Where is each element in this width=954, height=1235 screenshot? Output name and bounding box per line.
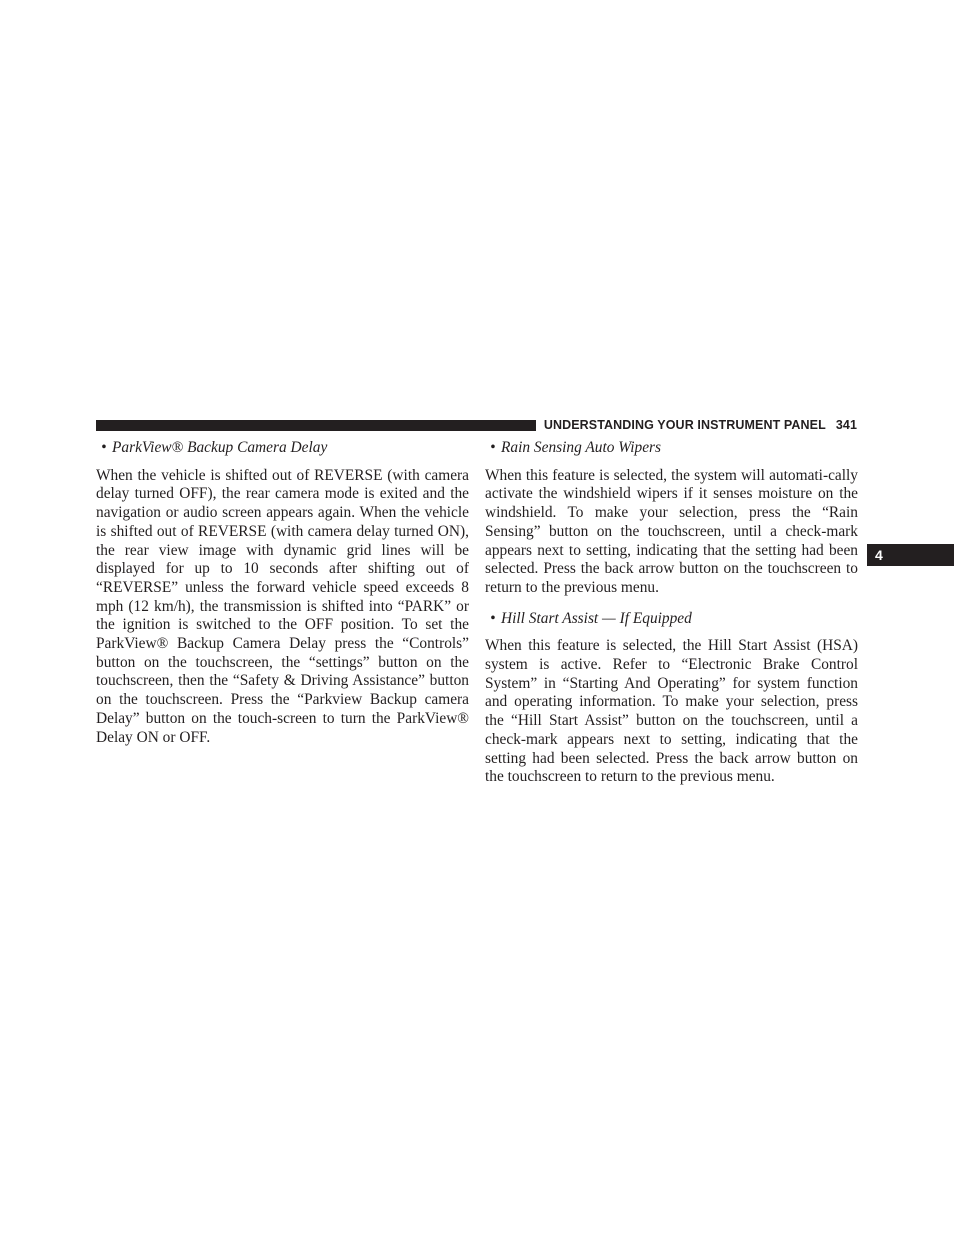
paragraph-parkview-delay: When the vehicle is shifted out of REVERSE (with camera delay turned OFF), the rear camera mode is exited and the navigation or audio screen appears again. When the vehicle is shifted out of REVERSE (with camera delay turned ON), the rear view image with dynamic grid lines will be displayed for up to 10 seconds after shifting out of “REVERSE” unless the forward vehicle speed exceeds 8 mph (12 km/h), the transmission is shifted into “PARK” or the ignition is switched to the OFF position. To set the ParkView® Backup Camera Delay press the “Controls” button on the touchscreen, the “settings” button on the touchscreen, then the “Safety & Driving Assistance” button on the touchscreen. Press the “Parkview Backup camera Delay” button on the touch-screen to turn the ParkView® Delay ON or OFF. [96,466,469,746]
bullet-icon: • [490,439,496,456]
page-number: 341 [835,418,857,432]
bullet-icon: • [101,439,107,456]
heading-text: Rain Sensing Auto Wipers [501,439,662,456]
section-heading-rain-sensing [485,439,858,458]
chapter-number: 4 [875,547,883,563]
left-column [96,439,469,747]
paragraph-rain-sensing: When this feature is selected, the system will automati-cally activate the windshield wipers if it senses moisture on the windshield. To make your selection, press the “Rain Sensing” button on the touchscreen, until a check-mark appears next to setting, indicating that the setting had been selected. Press the back arrow button on the touchscreen to return to the previous menu. [485,466,858,596]
chapter-tab [867,544,954,566]
section-title: UNDERSTANDING YOUR INSTRUMENT PANEL [543,418,826,432]
heading-text: Hill Start Assist — If Equipped [501,609,692,627]
bullet-icon: • [490,609,496,627]
running-header [544,417,857,433]
section-heading-parkview-delay [96,439,469,458]
header-rule [96,420,536,431]
heading-text: ParkView® Backup Camera Delay [112,439,328,456]
section-heading-hill-start [485,610,858,629]
right-column [485,439,858,787]
paragraph-hill-start: When this feature is selected, the Hill Start Assist (HSA) system is active. Refer to “Electronic Brake Control System” in “Starting And Operating” for system function and operating information. To make your selection, press the “Hill Start Assist” button on the touchscreen, until a check-mark appears next to setting, indicating that the setting had been selected. Press the back arrow button on the touchscreen to return to the previous menu. [485,637,858,786]
